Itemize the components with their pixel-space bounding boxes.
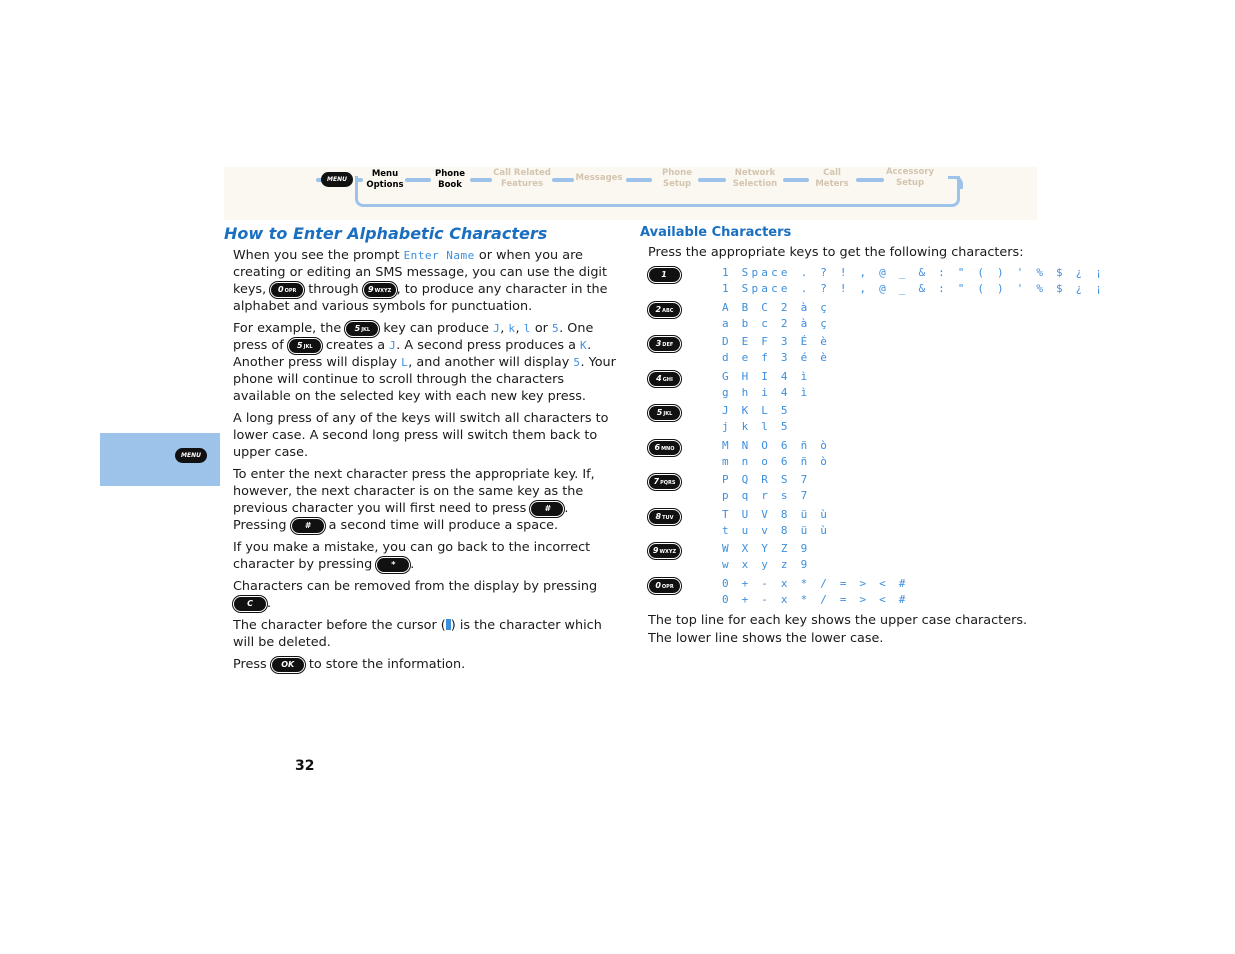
upper-chars: M N O 6 ñ ò <box>722 438 831 452</box>
upper-chars: J K L 5 <box>722 404 791 417</box>
nav-item-menu-options[interactable]: Menu Options <box>366 169 404 190</box>
lower-chars: t u v 8 ü ù <box>722 523 831 537</box>
key-9-icon: 9WXYZ <box>363 282 397 298</box>
char-row <box>648 266 1106 301</box>
upper-chars: P Q R S 7 <box>722 473 811 486</box>
upper-chars: 0 + - x * / = > < # <box>722 576 909 590</box>
paragraph: To enter the next character press the appropriate key. If, however, the next character is on the same key as the previous character you will first need to press # . Pressing # a second time will produce a space. <box>233 467 595 533</box>
key-5-icon: 5JKL <box>345 321 379 337</box>
char-row <box>648 370 1038 405</box>
lower-chars: g h i 4 ì <box>722 385 811 399</box>
lcd-prompt: Enter Name <box>403 249 475 262</box>
char-row <box>648 404 1038 439</box>
key-5-icon: 5JKL <box>648 405 681 421</box>
nav-dash <box>698 178 726 182</box>
side-tab <box>100 433 220 486</box>
ok-key-icon: OK <box>271 657 305 673</box>
character-table <box>648 266 1106 611</box>
nav-dash <box>626 178 652 182</box>
section-title: How to Enter Alphabetic Characters <box>224 224 548 243</box>
nav-item-phone-book[interactable]: Phone Book <box>435 169 465 190</box>
menu-key-icon[interactable]: MENU <box>321 172 353 187</box>
upper-chars: T U V 8 ü ù <box>722 507 831 521</box>
key-6-icon: 6MNO <box>648 440 681 456</box>
paragraph: If you make a mistake, you can go back to the incorrect character by pressing * . <box>233 540 591 572</box>
upper-chars: G H I 4 ì <box>722 369 811 383</box>
key-8-icon: 8TUV <box>648 509 681 525</box>
nav-dash <box>552 178 574 182</box>
key-3-icon: 3DEF <box>648 336 681 352</box>
star-key-icon: * <box>376 557 410 573</box>
key-9-icon: 9WXYZ <box>648 543 681 559</box>
paragraph: When you see the prompt Enter Name or when you are creating or editing an SMS message, you can use the digit keys, 0OPR through 9WXYZ , to produce any character in the alphabet and various symbols for punctuation. <box>233 248 608 314</box>
lower-chars: w x y z 9 <box>722 558 811 571</box>
lower-chars: d e f 3 é è <box>722 351 831 364</box>
paragraph: Characters can be removed from the display by pressing C . <box>233 579 598 611</box>
paragraph: The character before the cursor ( ) is the character which will be deleted. <box>233 618 602 650</box>
lower-chars: p q r s 7 <box>722 489 811 502</box>
key-4-icon: 4GHI <box>648 371 681 387</box>
nav-dash <box>783 178 809 182</box>
nav-item-call-related-features[interactable]: Call Related Features <box>493 168 551 189</box>
left-column <box>233 247 625 678</box>
upper-chars: W X Y Z 9 <box>722 542 811 555</box>
note: The lower line shows the lower case. <box>648 631 884 646</box>
key-0-icon: 0OPR <box>648 578 681 594</box>
note: The top line for each key shows the upper case characters. <box>648 613 1028 628</box>
key-7-icon: 7PQRS <box>648 474 681 490</box>
char-row <box>648 508 1038 543</box>
lower-chars: 1 Space . ? ! , @ _ & : " ( ) ' % $ ¿ ¡ <box>722 282 1106 295</box>
key-0-icon: 0OPR <box>270 282 304 298</box>
char-row <box>648 577 1038 612</box>
nav-item-call-meters[interactable]: Call Meters <box>815 168 849 189</box>
char-row <box>648 301 1038 336</box>
nav-track-corner <box>948 176 963 189</box>
available-characters-intro: Press the appropriate keys to get the following characters: <box>648 245 1024 260</box>
menu-key-icon[interactable]: MENU <box>175 448 207 463</box>
key-1-icon: 1 <box>648 267 681 283</box>
char-row <box>648 473 1038 508</box>
char-row <box>648 542 1038 577</box>
nav-item-messages[interactable]: Messages <box>575 173 623 183</box>
lower-chars: j k l 5 <box>722 420 791 433</box>
upper-chars: A B C 2 à ç <box>722 300 831 314</box>
available-characters-title: Available Characters <box>640 225 792 240</box>
char-row <box>648 439 1038 474</box>
paragraph: For example, the 5JKL key can produce J, k, l or 5. One press of 5JKL creates a J. A second press produces a K. Another press will display L, and another will display 5. Your phone will continue to scroll through the characters available on the selected key with each new key press. <box>233 321 616 404</box>
character-notes <box>648 612 1027 648</box>
paragraph: A long press of any of the keys will switch all characters to lower case. A second long press will switch them back to upper case. <box>233 411 609 460</box>
nav-item-network-selection[interactable]: Network Selection <box>732 168 778 189</box>
char-row <box>648 335 1038 370</box>
key-2-icon: 2ABC <box>648 302 681 318</box>
lower-chars: a b c 2 à ç <box>722 316 831 330</box>
hash-key-icon: # <box>291 518 325 534</box>
key-5-icon: 5JKL <box>288 338 322 354</box>
nav-item-accessory-setup[interactable]: Accessory Setup <box>885 167 935 188</box>
page-number: 32 <box>295 758 315 774</box>
paragraph: Press OK to store the information. <box>233 657 466 672</box>
upper-chars: 1 Space . ? ! , @ _ & : " ( ) ' % $ ¿ ¡ <box>722 266 1106 279</box>
lower-chars: m n o 6 ñ ò <box>722 454 831 468</box>
lower-chars: 0 + - x * / = > < # <box>722 592 909 606</box>
nav-dash <box>470 178 492 182</box>
nav-dash <box>405 178 431 182</box>
hash-key-icon: # <box>530 501 564 517</box>
upper-chars: D E F 3 É è <box>722 335 831 348</box>
clear-key-icon: C <box>233 596 267 612</box>
nav-item-phone-setup[interactable]: Phone Setup <box>662 168 692 189</box>
